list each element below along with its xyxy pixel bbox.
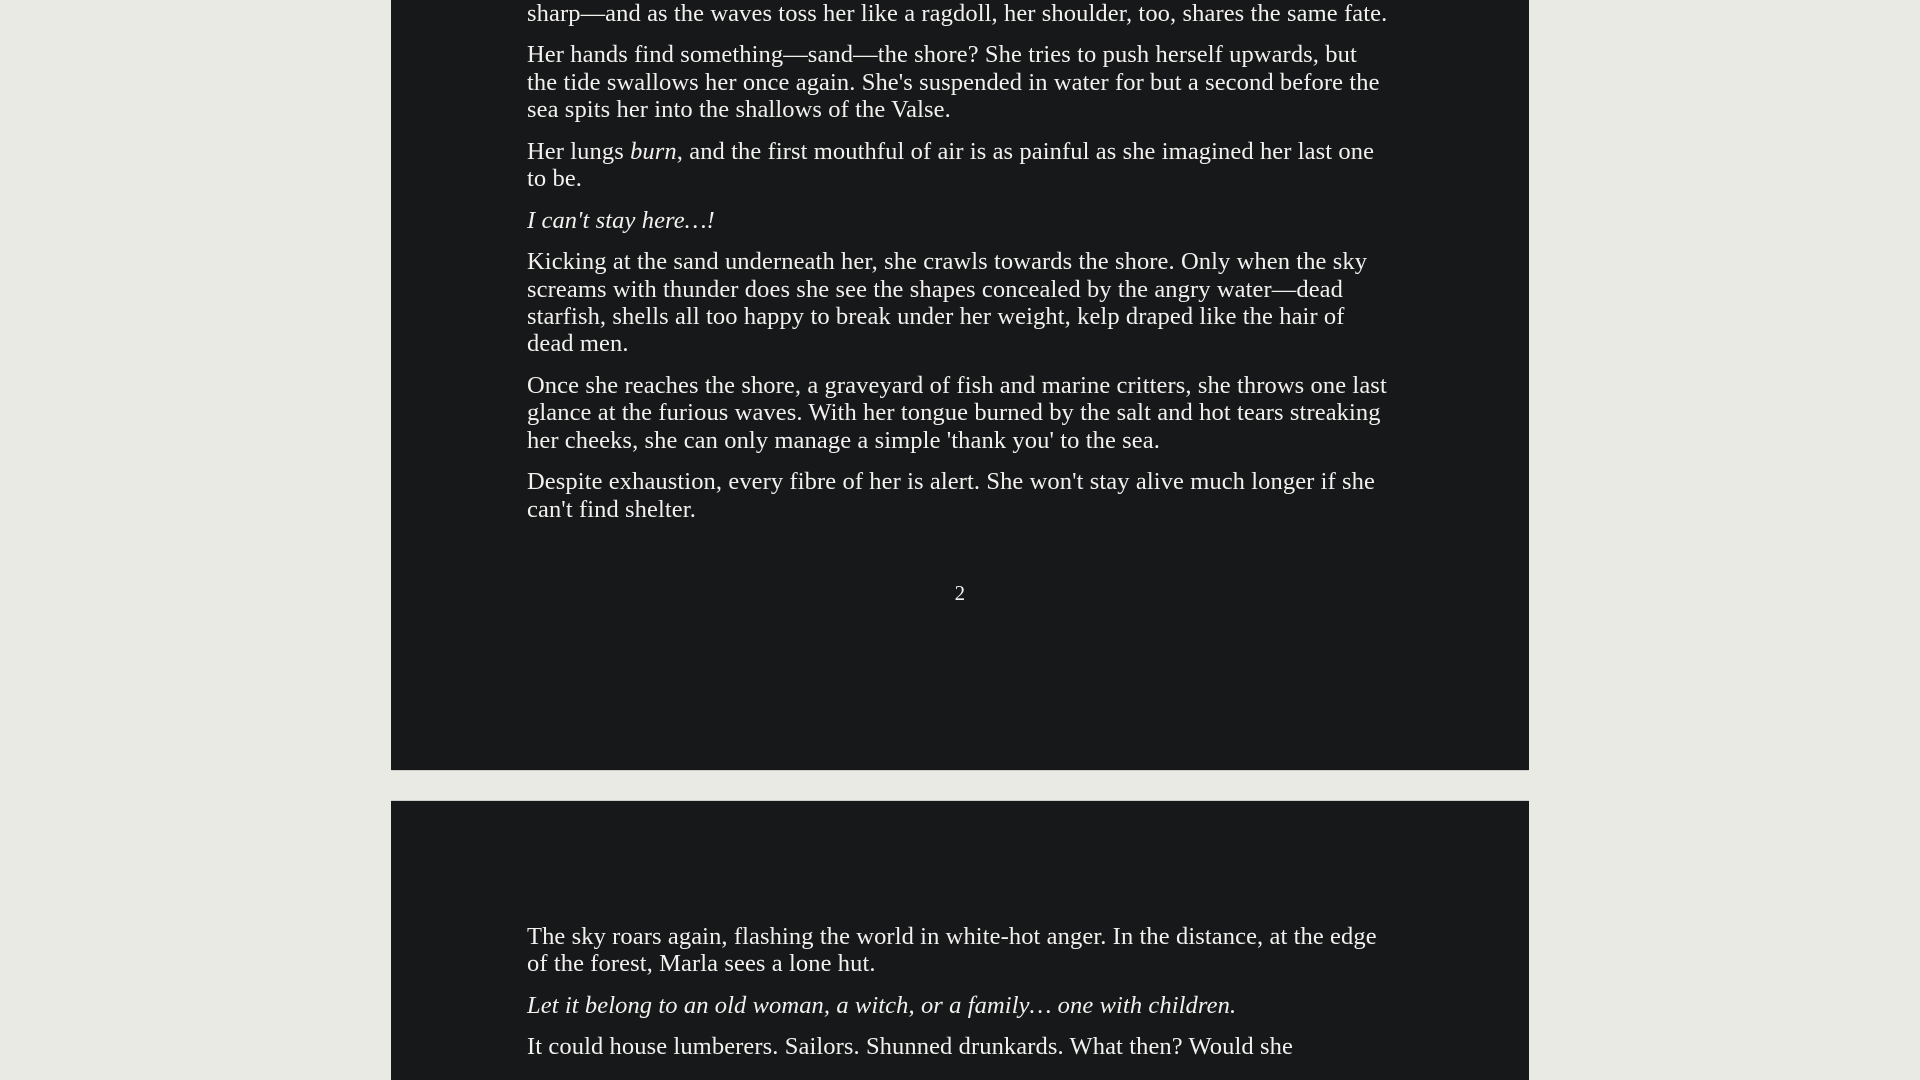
page-text-body: [391, 0, 1529, 606]
paragraph-italic: I can't stay here…!: [527, 206, 715, 234]
paragraph: [527, 138, 1393, 193]
paragraph: Once she reaches the shore, a graveyard of fish and marine critters, she throws one last glance at the furious waves. With her tongue burned by the salt and hot tears streaking her cheeks, she can only manage a simple 'thank you' to the sea.: [527, 371, 1387, 454]
paragraph-italic: Let it belong to an old woman, a witch, or a family… one with children.: [527, 991, 1237, 1019]
document-page: [391, 801, 1529, 1080]
paragraph: It could house lumberers. Sailors. Shunned drunkards. What then? Would she: [527, 1033, 1293, 1061]
paragraph: sharp—and as the waves toss her like a ragdoll, her shoulder, too, shares the same fate.: [527, 0, 1388, 27]
paragraph: The sky roars again, flashing the world in white-hot anger. In the distance, at the edge of the forest, Marla sees a lone hut.: [527, 923, 1377, 978]
paragraph: Her hands find something—sand—the shore? She tries to push herself upwards, but the tide swallows her once again. She's suspended in water for but a second before the sea spits her into the shallows of the Valse.: [527, 41, 1380, 124]
paragraph-text-before: Her lungs: [527, 137, 631, 165]
page-text-body: [391, 923, 1529, 1061]
page-top-margin: [391, 801, 1529, 923]
paragraph: Kicking at the sand underneath her, she crawls towards the shore. Only when the sky screams with thunder does she see the shapes concealed by the angry water—dead starfish, shells all too happy to break under her weight, kelp draped like the hair of dead men.: [527, 248, 1368, 358]
paragraph: Despite exhaustion, every fibre of her is alert. She won't stay alive much longer if she can't find shelter.: [527, 468, 1376, 523]
paragraph-text-after: , and the first mouthful of air is as painful as she imagined her last one to be.: [527, 137, 1375, 193]
page-number: 2: [954, 581, 966, 605]
paragraph-emphasis: burn: [630, 137, 677, 165]
document-page: [391, 0, 1529, 770]
